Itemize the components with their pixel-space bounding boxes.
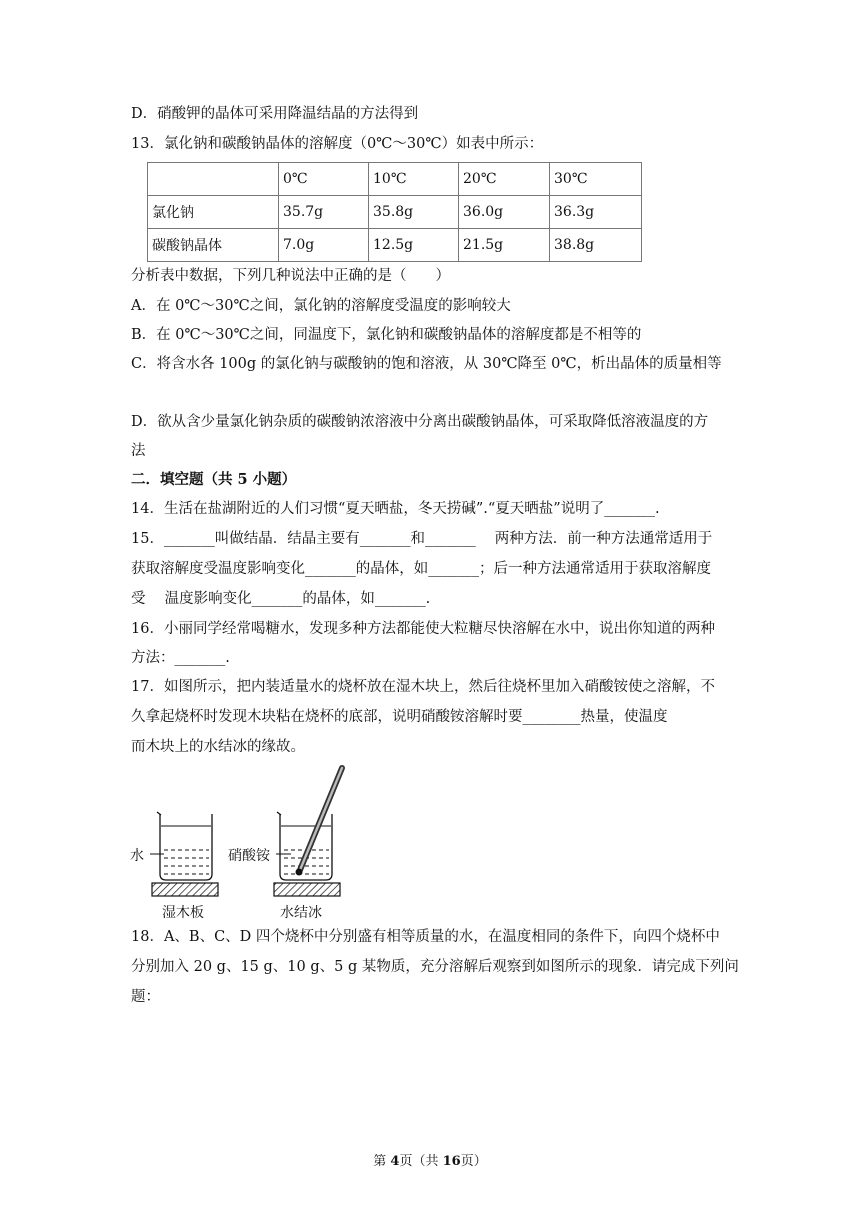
question-13: 13．氯化钠和碳酸钠晶体的溶解度（0℃～30℃）如表中所示：: [131, 136, 544, 152]
left-water-surface: [164, 850, 209, 874]
table-cell: 36.3g: [550, 196, 642, 229]
page-footer: [0, 1150, 860, 1169]
question-17-line2: 久拿起烧杯时发现木块粘在烧杯的底部，说明硝酸铵溶解时要________热量，使温度: [131, 709, 668, 725]
question-17-line3: 而木块上的水结冰的缘故。: [131, 739, 305, 755]
option-a: A．在 0℃～30℃之间，氯化钠的溶解度受温度的影响较大: [131, 298, 511, 314]
right-beaker: [276, 812, 332, 880]
table-cell: 35.8g: [369, 196, 459, 229]
page-number: 4: [390, 1154, 400, 1169]
solubility-table: [147, 162, 642, 262]
stirring-rod: [296, 768, 343, 876]
ammonium-nitrate-label: 硝酸铵: [228, 848, 270, 864]
table-row: [148, 196, 642, 229]
table-cell: 35.7g: [279, 196, 369, 229]
section-heading: 二．填空题（共 5 小题）: [131, 471, 297, 488]
footer-prefix: 第: [373, 1154, 391, 1169]
table-row: [148, 229, 642, 262]
water-freeze-label: 水结冰: [280, 905, 322, 921]
left-beaker: [150, 812, 212, 880]
table-cell: 氯化钠: [148, 196, 279, 229]
page-total: 16: [442, 1154, 461, 1169]
table-cell: 7.0g: [279, 229, 369, 262]
footer-suffix: 页）: [460, 1154, 487, 1169]
table-header-cell: 20℃: [459, 163, 550, 196]
question-15-line2: 获取溶解度受温度影响变化_______的晶体，如_______；后一种方法通常适用于获取溶解度: [131, 561, 711, 577]
table-cell: 12.5g: [369, 229, 459, 262]
table-header-row: [148, 163, 642, 196]
question-18-line1: 18．A、B、C、D 四个烧杯中分别盛有相等质量的水，在温度相同的条件下，向四个烧杯中: [131, 929, 720, 945]
footer-mid: 页（共: [399, 1154, 443, 1169]
question-15-line3: 受 温度影响变化_______的晶体，如_______.: [131, 591, 431, 607]
wet-board-label: 湿木板: [162, 905, 204, 921]
question-18-line3: 题：: [131, 989, 160, 1005]
table-header-cell: 0℃: [279, 163, 369, 196]
beaker-figure: [128, 762, 368, 924]
option-c: C．将含水各 100g 的氯化钠与碳酸钠的饱和溶液，从 30℃降至 0℃，析出晶体的质量相等: [131, 356, 722, 372]
table-cell: 21.5g: [459, 229, 550, 262]
question-15-line1: 15．_______叫做结晶．结晶主要有_______和_______ 两种方法．前一种方法通常适用于: [131, 531, 713, 547]
question-18-line2: 分别加入 20 g、15 g、10 g、5 g 某物质，充分溶解后观察到如图所示的现象．请完成下列问: [131, 959, 739, 975]
option-b: B．在 0℃～30℃之间，同温度下，氯化钠和碳酸钠晶体的溶解度都是不相等的: [131, 327, 642, 343]
analysis-prompt: 分析表中数据，下列几种说法中正确的是（ ）: [131, 268, 450, 284]
table-cell: 38.8g: [550, 229, 642, 262]
table-cell: 碳酸钠晶体: [148, 229, 279, 262]
option-d-prev: D．硝酸钾的晶体可采用降温结晶的方法得到: [131, 106, 419, 122]
option-d-line2: 法: [131, 443, 146, 459]
question-16-line2: 方法：_______.: [131, 650, 230, 666]
question-17-line1: 17．如图所示，把内装适量水的烧杯放在湿木块上，然后往烧杯里加入硝酸铵使之溶解，不: [131, 679, 715, 695]
frozen-board: [274, 883, 340, 896]
table-cell: 36.0g: [459, 196, 550, 229]
question-16-line1: 16．小丽同学经常喝糖水，发现多种方法都能使大粒糖尽快溶解在水中，说出你知道的两种: [131, 621, 715, 637]
water-label: 水: [130, 848, 144, 864]
table-header-cell: 10℃: [369, 163, 459, 196]
question-14: 14．生活在盐湖附近的人们习惯“夏天晒盐，冬天捞碱”.“夏天晒盐”说明了_______.: [131, 501, 660, 517]
option-d-line1: D．欲从含少量氯化钠杂质的碳酸钠浓溶液中分离出碳酸钠晶体，可采取降低溶液温度的方: [131, 414, 709, 430]
wet-board: [152, 883, 218, 896]
table-header-cell: [148, 163, 279, 196]
table-header-cell: 30℃: [550, 163, 642, 196]
